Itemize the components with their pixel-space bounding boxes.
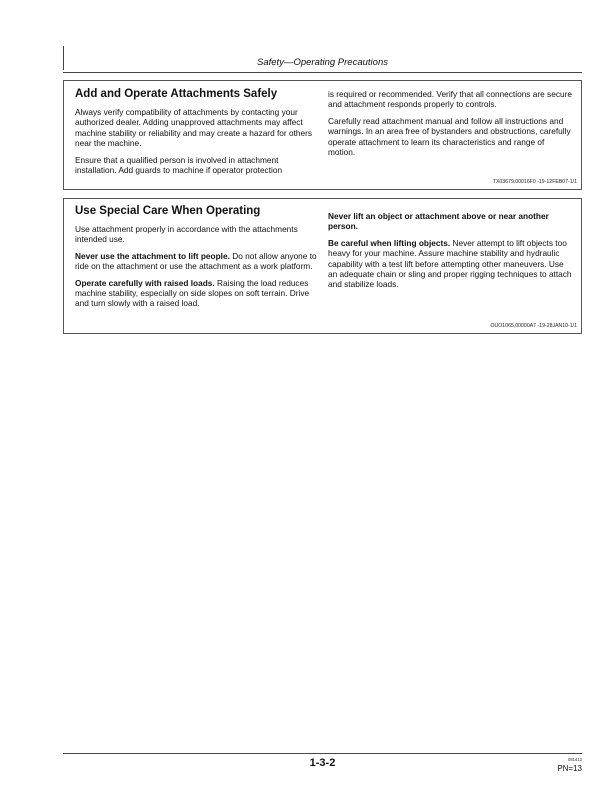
section1-reference-code: TX03679,00016F0 -19-12FEB07-1/1: [492, 179, 577, 185]
section1-paragraph: Always verify compatibility of attachments by contacting your authorized dealer. Adding unapproved attachments may affect machine stability or reliability and may create a hazard for others near the machine.: [75, 107, 313, 149]
section1-left-column: [75, 88, 318, 181]
page-number: 1-3-2: [309, 757, 336, 769]
section-add-operate-attachments: [63, 80, 582, 190]
paragraph-text: Raising the load reduces machine stability, especially on side slopes on soft terrain. Drive and turn slowly with a raised load.: [75, 277, 310, 309]
paragraph-text: Do not allow anyone to ride on the attachment or use the attachment as a work platform.: [75, 250, 317, 272]
footer-code: 081413: [568, 757, 582, 762]
footer-rule: [63, 753, 582, 754]
section1-paragraph: Ensure that a qualified person is involved in attachment installation. Add guards to machine if operator protection: [75, 154, 283, 176]
section2-intro: Use attachment properly in accordance with the attachments intended use.: [75, 224, 298, 245]
paragraph-lead: Be careful when lifting objects.: [328, 237, 451, 248]
section1-right-column: [328, 89, 573, 163]
paragraph-lead: Operate carefully with raised loads.: [75, 277, 215, 288]
section2-warning: Never lift an object or attachment above or near another person.: [328, 211, 549, 232]
section1-paragraph: is required or recommended. Verify that all connections are secure and attachment responds properly to controls.: [328, 89, 572, 110]
section1-paragraph: Carefully read attachment manual and follow all instructions and warnings. In an area free of bystanders and obstructions, carefully operate attachment to learn its characteristics and range of motion.: [328, 115, 571, 158]
section2-paragraph: [328, 238, 573, 290]
section2-right-column: [328, 211, 573, 296]
paragraph-lead: Never use the attachment to lift people.: [75, 250, 230, 261]
pn-label: PN=13: [557, 764, 582, 773]
paragraph-text: Never attempt to lift objects too heavy for your machine. Assure machine stability and hydraulic capability with a test lift before attempting other maneuvers. Use an adequate chain or sling and proper rigging techniques to attach and stabilize loads.: [328, 237, 572, 290]
section2-left-column: [75, 205, 318, 315]
section1-title: Add and Operate Attachments Safely: [75, 88, 278, 100]
header-rule: [63, 72, 582, 73]
section-special-care-operating: [63, 198, 582, 334]
section2-title: Use Special Care When Operating: [75, 205, 261, 217]
section2-paragraph: [75, 278, 318, 309]
page-header-title: Safety—Operating Precautions: [257, 57, 388, 68]
section2-reference-code: OUO1065,00000A7 -19-28JAN10-1/1: [490, 323, 577, 329]
section2-paragraph: [75, 251, 318, 272]
